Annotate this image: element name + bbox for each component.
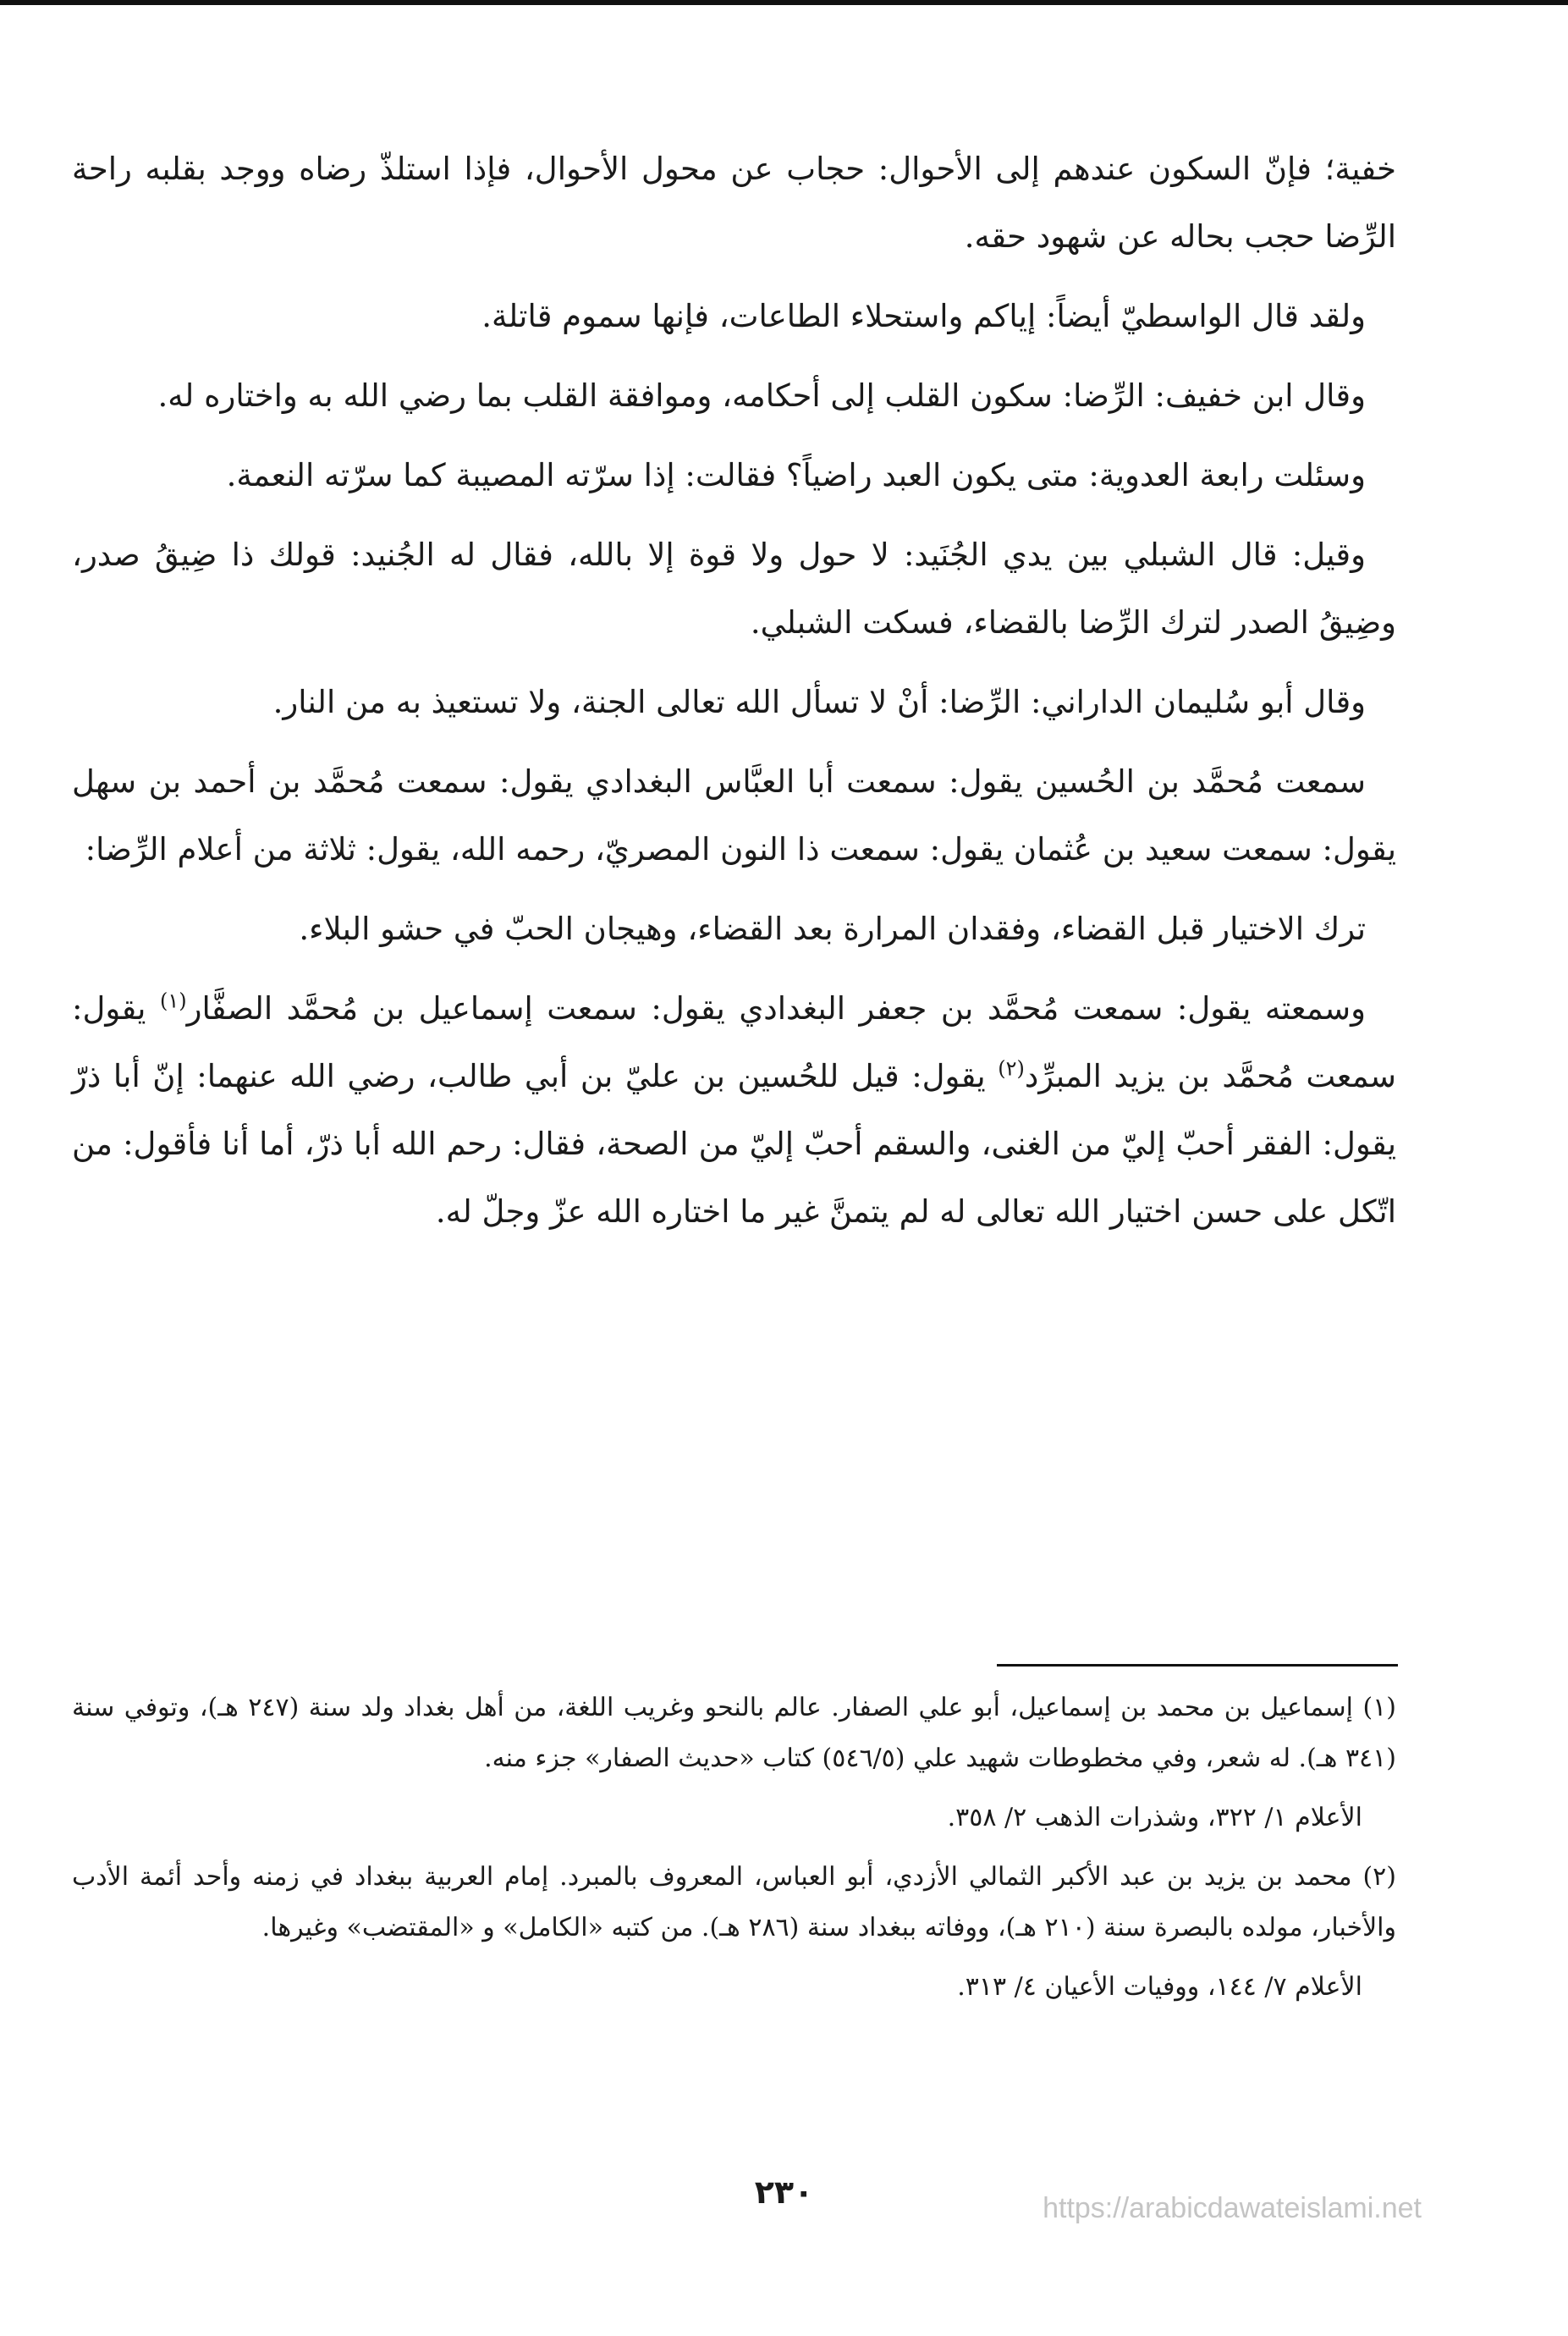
watermark-url: https://arabicdawateislami.net xyxy=(1043,2192,1422,2224)
paragraph-4: وسئلت رابعة العدوية: متى يكون العبد راضياً؟ فقالت: إذا سرّته المصيبة كما سرّته النعمة. xyxy=(226,457,1366,493)
main-text xyxy=(72,135,1396,1258)
paragraph-1: خفية؛ فإنّ السكون عندهم إلى الأحوال: حجاب عن محول الأحوال، فإذا استلذّ رضاه ووجد بقلبه راحة الرِّضا حجب بحاله عن شهود حقه. xyxy=(72,151,1396,255)
paragraph-3: وقال ابن خفيف: الرِّضا: سكون القلب إلى أحكامه، وموافقة القلب بما رضي الله به واختاره له. xyxy=(157,377,1366,414)
footnote-1-text: (١) إسماعيل بن محمد بن إسماعيل، أبو علي الصفار. عالم بالنحو وغريب اللغة، من أهل بغداد ولد سنة (٢٤٧ هـ)، وتوفي سنة (٣٤١ هـ). له شعر، وفي مخطوطات شهيد علي (٥٤٦/٥) كتاب «حديث الصفار» جزء منه. xyxy=(72,1693,1396,1773)
footnote-2-text: (٢) محمد بن يزيد بن عبد الأكبر الثمالي الأزدي، أبو العباس، المعروف بالمبرد. إمام العربية ببغداد في زمنه وأحد أئمة الأدب والأخبار، مولده بالبصرة سنة (٢١٠ هـ)، ووفاته ببغداد سنة (٢٨٦ هـ). من كتبه «الكامل» و «المقتضب» وغيرها. xyxy=(72,1862,1396,1942)
paragraph-7: سمعت مُحمَّد بن الحُسين يقول: سمعت أبا العبَّاس البغدادي يقول: سمعت مُحمَّد بن أحمد بن سهل يقول: سمعت سعيد بن عُثمان يقول: سمعت ذا النون المصريّ، رحمه الله، يقول: ثلاثة من أعلام الرِّضا: xyxy=(72,763,1396,868)
footnote-marker-2[interactable]: (٢) xyxy=(998,1056,1025,1081)
paragraph-9-part-a: وسمعته يقول: سمعت مُحمَّد بن جعفر البغدادي يقول: سمعت إسماعيل بن مُحمَّد الصفَّار xyxy=(186,990,1366,1027)
footnote-marker-1[interactable]: (١) xyxy=(159,989,187,1013)
paragraph-2: ولقد قال الواسطيّ أيضاً: إياكم واستحلاء الطاعات، فإنها سموم قاتلة. xyxy=(481,298,1366,334)
footnote-1-reference: الأعلام ١/ ٣٢٢، وشذرات الذهب ٢/ ٣٥٨. xyxy=(947,1803,1362,1832)
top-border-rule xyxy=(0,0,1568,5)
paragraph-5: وقيل: قال الشبلي بين يدي الجُنَيد: لا حول ولا قوة إلا بالله، فقال له الجُنيد: قولك ذا ضِيقُ صدر، وضِيقُ الصدر لترك الرِّضا بالقضاء، فسكت الشبلي. xyxy=(72,537,1396,641)
paragraph-9 xyxy=(72,975,1396,1246)
paragraph-9-part-c: يقول: قيل للحُسين بن عليّ بن أبي طالب، رضي الله عنهما: إنّ أبا ذرّ يقول: الفقر أحبّ إليّ من الغنى، والسقم أحبّ إليّ من الصحة، فقال: رحم الله أبا ذرّ، أما أنا فأقول: من اتّكل على حسن اختيار الله تعالى له لم يتمنَّ غير ما اختاره الله عزّ وجلّ له. xyxy=(72,1058,1396,1230)
footnote-2-reference: الأعلام ٧/ ١٤٤، ووفيات الأعيان ٤/ ٣١٣. xyxy=(957,1972,1362,2002)
paragraph-6: وقال أبو سُليمان الداراني: الرِّضا: أنْ لا تسأل الله تعالى الجنة، ولا تستعيذ به من النار. xyxy=(272,684,1366,720)
page-number: ٢٣٠ xyxy=(754,2173,814,2211)
footnote-separator xyxy=(997,1664,1398,1667)
paragraph-9-part-b: يقول: سمعت مُحمَّد بن يزيد المبرِّد xyxy=(72,990,1397,1094)
paragraph-8: ترك الاختيار قبل القضاء، وفقدان المرارة بعد القضاء، وهيجان الحبّ في حشو البلاء. xyxy=(299,911,1366,947)
footnotes xyxy=(72,1683,1396,2021)
